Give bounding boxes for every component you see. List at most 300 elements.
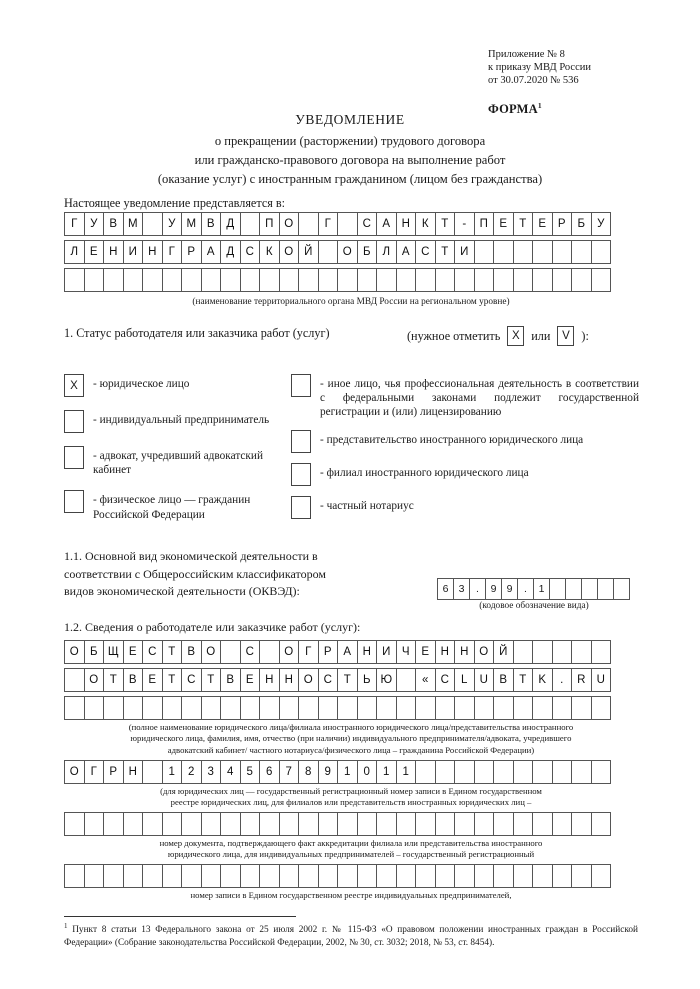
grid-cell[interactable] (64, 696, 85, 720)
grid-cell[interactable]: Д (220, 240, 241, 264)
grid-cell[interactable]: Т (103, 668, 124, 692)
grid-cell[interactable]: 1 (162, 760, 183, 784)
grid-cell[interactable] (201, 268, 222, 292)
grid-cell[interactable]: Б (357, 240, 378, 264)
grid-cell[interactable]: Г (84, 760, 105, 784)
grid-cell[interactable]: Е (415, 640, 436, 664)
grid-cell[interactable]: О (279, 640, 300, 664)
grid-cell[interactable]: Е (123, 640, 144, 664)
grid-cell[interactable] (240, 696, 261, 720)
grid-cell[interactable] (474, 240, 495, 264)
grid-cell[interactable]: С (181, 668, 202, 692)
grid-cell[interactable] (474, 812, 495, 836)
grid-cell[interactable] (142, 212, 163, 236)
grid-cell[interactable] (435, 696, 456, 720)
grid-cell[interactable] (259, 268, 280, 292)
grid-cell[interactable] (513, 760, 534, 784)
grid-cell[interactable] (181, 812, 202, 836)
grid-cell[interactable] (318, 864, 339, 888)
grid-cell[interactable]: Б (571, 212, 592, 236)
grid-cell[interactable] (357, 696, 378, 720)
grid-cell[interactable]: 1 (533, 578, 550, 600)
grid-cell[interactable]: У (162, 212, 183, 236)
grid-cell[interactable]: Т (162, 668, 183, 692)
grid-cell[interactable] (591, 640, 612, 664)
grid-cell[interactable] (84, 268, 105, 292)
status-option-label: - представительство иностранного юридического лица (320, 433, 584, 446)
grid-cell[interactable] (532, 240, 553, 264)
grid-cell[interactable] (142, 268, 163, 292)
footnote-body: Пункт 8 статьи 13 Федерального закона от 25 июля 2002 г. № 115-ФЗ «О правовом положении иностранных граждан в Российской Федерации» (Собрание законодательства Российской Федерации, 2002, № 30, ст. 3032; 2018, № 53, ст. 8454). (64, 925, 638, 948)
grid-cell[interactable] (142, 696, 163, 720)
grid-cell[interactable]: О (337, 240, 358, 264)
grid-cell[interactable] (591, 268, 612, 292)
grid-cell[interactable]: R (571, 668, 592, 692)
grid-cell[interactable] (376, 812, 397, 836)
grid-cell[interactable]: Н (123, 760, 144, 784)
grid-cell[interactable]: 4 (220, 760, 241, 784)
grid-cell[interactable] (103, 268, 124, 292)
grid-cell[interactable] (571, 696, 592, 720)
grid-cell[interactable]: Ч (396, 640, 417, 664)
grid-cell[interactable] (279, 812, 300, 836)
grid-cell[interactable] (591, 240, 612, 264)
grid-cell[interactable] (532, 268, 553, 292)
grid-cell[interactable] (220, 640, 241, 664)
grid-cell[interactable]: С (318, 668, 339, 692)
grid-cell[interactable] (123, 864, 144, 888)
grid-cell[interactable]: 7 (279, 760, 300, 784)
grid-cell[interactable] (318, 268, 339, 292)
status-option[interactable] (64, 374, 286, 397)
grid-cell[interactable]: 9 (501, 578, 518, 600)
employer-name-row-3[interactable] (64, 696, 610, 720)
grid-cell[interactable] (279, 696, 300, 720)
grid-cell[interactable] (532, 640, 553, 664)
grid-cell[interactable] (162, 268, 183, 292)
grid-cell[interactable] (220, 812, 241, 836)
grid-cell[interactable]: Н (454, 640, 475, 664)
grid-cell[interactable] (201, 696, 222, 720)
grid-cell[interactable] (454, 696, 475, 720)
grid-cell[interactable]: Б (84, 640, 105, 664)
grid-cell[interactable] (581, 578, 598, 600)
grid-cell[interactable]: Е (142, 668, 163, 692)
grid-cell[interactable] (513, 240, 534, 264)
grid-cell[interactable]: П (259, 212, 280, 236)
grid-cell[interactable] (474, 760, 495, 784)
grid-cell[interactable] (318, 240, 339, 264)
grid-cell[interactable]: У (84, 212, 105, 236)
grid-cell[interactable] (259, 864, 280, 888)
grid-cell[interactable]: К (415, 212, 436, 236)
grid-cell[interactable]: О (279, 212, 300, 236)
grid-cell[interactable] (493, 696, 514, 720)
grid-cell[interactable]: А (337, 640, 358, 664)
grid-cell[interactable] (259, 696, 280, 720)
grid-cell[interactable] (435, 812, 456, 836)
egrip-number-row[interactable] (64, 864, 610, 888)
grid-cell[interactable] (123, 696, 144, 720)
grid-cell[interactable]: 3 (453, 578, 470, 600)
organ-name-row-2[interactable] (64, 240, 610, 264)
status-option[interactable] (291, 374, 639, 420)
status-option-label: - индивидуальный предприниматель (93, 414, 270, 426)
grid-cell[interactable]: Е (240, 668, 261, 692)
grid-cell[interactable] (181, 696, 202, 720)
checkbox[interactable] (64, 446, 84, 469)
grid-cell[interactable]: Д (220, 212, 241, 236)
grid-cell[interactable] (513, 812, 534, 836)
grid-cell[interactable] (396, 812, 417, 836)
grid-cell[interactable] (415, 864, 436, 888)
grid-cell[interactable]: Р (318, 640, 339, 664)
grid-cell[interactable] (298, 812, 319, 836)
grid-cell[interactable] (298, 212, 319, 236)
grid-cell[interactable] (201, 864, 222, 888)
grid-cell[interactable]: К (259, 240, 280, 264)
grid-cell[interactable]: T (513, 668, 534, 692)
grid-cell[interactable]: Т (337, 668, 358, 692)
grid-cell[interactable]: Т (201, 668, 222, 692)
employer-name-row-2[interactable] (64, 668, 610, 692)
grid-cell[interactable] (337, 864, 358, 888)
status-option[interactable] (64, 446, 286, 477)
employer-name-row-1[interactable] (64, 640, 610, 664)
grid-cell[interactable]: А (201, 240, 222, 264)
grid-cell[interactable]: « (415, 668, 436, 692)
grid-cell[interactable] (552, 760, 573, 784)
ogrn-input-row[interactable] (64, 760, 610, 784)
grid-cell[interactable] (142, 812, 163, 836)
grid-cell[interactable]: . (469, 578, 486, 600)
grid-cell[interactable]: 0 (357, 760, 378, 784)
grid-cell[interactable] (240, 268, 261, 292)
grid-cell[interactable]: Т (435, 240, 456, 264)
grid-cell[interactable] (493, 760, 514, 784)
grid-cell[interactable]: Й (298, 240, 319, 264)
grid-cell[interactable] (279, 268, 300, 292)
grid-cell[interactable]: В (181, 640, 202, 664)
grid-cell[interactable]: Е (84, 240, 105, 264)
grid-cell[interactable] (532, 760, 553, 784)
grid-cell[interactable] (552, 268, 573, 292)
grid-cell[interactable]: О (279, 240, 300, 264)
grid-cell[interactable] (493, 240, 514, 264)
grid-cell[interactable]: Н (103, 240, 124, 264)
grid-cell[interactable]: Е (493, 212, 514, 236)
grid-cell[interactable] (396, 696, 417, 720)
grid-cell[interactable] (357, 864, 378, 888)
grid-cell[interactable]: О (298, 668, 319, 692)
checkbox[interactable]: X (64, 374, 84, 397)
grid-cell[interactable]: 1 (337, 760, 358, 784)
grid-cell[interactable]: Л (64, 240, 85, 264)
grid-cell[interactable]: И (454, 240, 475, 264)
grid-cell[interactable] (571, 812, 592, 836)
grid-cell[interactable]: С (357, 212, 378, 236)
grid-cell[interactable] (591, 696, 612, 720)
grid-cell[interactable]: Г (64, 212, 85, 236)
grid-cell[interactable]: U (474, 668, 495, 692)
grid-cell[interactable] (220, 864, 241, 888)
grid-cell[interactable] (142, 760, 163, 784)
status-option[interactable] (291, 463, 639, 486)
grid-cell[interactable] (162, 696, 183, 720)
grid-cell[interactable] (513, 640, 534, 664)
grid-cell[interactable] (298, 864, 319, 888)
grid-cell[interactable]: K (532, 668, 553, 692)
grid-cell[interactable] (435, 760, 456, 784)
grid-cell[interactable] (84, 812, 105, 836)
grid-cell[interactable] (415, 696, 436, 720)
grid-cell[interactable] (454, 864, 475, 888)
grid-cell[interactable]: B (493, 668, 514, 692)
checkbox[interactable] (64, 490, 84, 513)
grid-cell[interactable] (613, 578, 630, 600)
status-option[interactable] (291, 496, 639, 519)
grid-cell[interactable] (259, 812, 280, 836)
grid-cell[interactable] (103, 812, 124, 836)
grid-cell[interactable] (298, 696, 319, 720)
grid-cell[interactable]: Н (259, 668, 280, 692)
grid-cell[interactable]: И (123, 240, 144, 264)
grid-cell[interactable] (103, 696, 124, 720)
grid-cell[interactable]: М (123, 212, 144, 236)
grid-cell[interactable]: Е (532, 212, 553, 236)
grid-cell[interactable]: Ь (357, 668, 378, 692)
grid-cell[interactable]: В (201, 212, 222, 236)
grid-cell[interactable]: Р (103, 760, 124, 784)
grid-cell[interactable]: 1 (376, 760, 397, 784)
checkbox[interactable] (291, 430, 311, 453)
grid-cell[interactable] (415, 268, 436, 292)
grid-cell[interactable]: В (220, 668, 241, 692)
grid-cell[interactable] (513, 268, 534, 292)
grid-cell[interactable] (532, 812, 553, 836)
grid-cell[interactable] (64, 668, 85, 692)
grid-cell[interactable] (454, 760, 475, 784)
grid-cell[interactable] (64, 864, 85, 888)
grid-cell[interactable]: О (64, 760, 85, 784)
grid-cell[interactable]: У (591, 212, 612, 236)
grid-cell[interactable]: C (435, 668, 456, 692)
organ-name-row-3[interactable] (64, 268, 610, 292)
grid-cell[interactable]: 6 (259, 760, 280, 784)
grid-cell[interactable]: Р (181, 240, 202, 264)
grid-cell[interactable]: Р (552, 212, 573, 236)
grid-cell[interactable] (552, 812, 573, 836)
grid-cell[interactable]: 5 (240, 760, 261, 784)
grid-cell[interactable] (435, 864, 456, 888)
grid-cell[interactable] (552, 696, 573, 720)
grid-cell[interactable]: - (454, 212, 475, 236)
grid-cell[interactable] (591, 864, 612, 888)
grid-cell[interactable]: Н (357, 640, 378, 664)
status-option[interactable] (64, 490, 286, 521)
employer-name-caption-line-1: (полное наименование юридического лица/филиала иностранного юридического лица/представительства иностранного (128, 722, 574, 732)
grid-cell[interactable] (357, 268, 378, 292)
grid-cell[interactable] (571, 760, 592, 784)
grid-cell[interactable]: Й (493, 640, 514, 664)
grid-cell[interactable] (474, 268, 495, 292)
grid-cell[interactable] (181, 268, 202, 292)
grid-cell[interactable] (493, 268, 514, 292)
grid-cell[interactable] (552, 240, 573, 264)
grid-cell[interactable]: . (552, 668, 573, 692)
grid-cell[interactable] (549, 578, 566, 600)
grid-cell[interactable] (162, 864, 183, 888)
grid-cell[interactable]: Г (318, 212, 339, 236)
grid-cell[interactable] (64, 268, 85, 292)
status-option[interactable] (64, 410, 286, 433)
grid-cell[interactable] (513, 696, 534, 720)
grid-cell[interactable]: В (103, 212, 124, 236)
organ-name-row-1[interactable] (64, 212, 610, 236)
grid-cell[interactable]: 6 (437, 578, 454, 600)
grid-cell[interactable] (240, 864, 261, 888)
checkbox[interactable] (291, 496, 311, 519)
grid-cell[interactable] (123, 812, 144, 836)
grid-cell[interactable]: Н (142, 240, 163, 264)
document-title: УВЕДОМЛЕНИЕ (295, 112, 405, 127)
grid-cell[interactable]: Т (435, 212, 456, 236)
grid-cell[interactable] (396, 268, 417, 292)
grid-cell[interactable]: 9 (318, 760, 339, 784)
checkbox[interactable] (64, 410, 84, 433)
okved-code-input[interactable] (437, 578, 629, 600)
grid-cell[interactable]: С (415, 240, 436, 264)
status-option[interactable] (291, 430, 639, 453)
grid-cell[interactable] (337, 812, 358, 836)
grid-cell[interactable]: В (123, 668, 144, 692)
grid-cell[interactable]: . (517, 578, 534, 600)
grid-cell[interactable] (565, 578, 582, 600)
grid-cell[interactable] (435, 268, 456, 292)
grid-cell[interactable] (240, 212, 261, 236)
grid-cell[interactable]: А (396, 240, 417, 264)
grid-cell[interactable] (571, 268, 592, 292)
grid-cell[interactable] (84, 864, 105, 888)
grid-cell[interactable] (162, 812, 183, 836)
grid-cell[interactable] (337, 696, 358, 720)
grid-cell[interactable] (298, 268, 319, 292)
grid-cell[interactable]: А (376, 212, 397, 236)
grid-cell[interactable] (337, 212, 358, 236)
grid-cell[interactable] (357, 812, 378, 836)
grid-cell[interactable] (474, 696, 495, 720)
grid-cell[interactable]: Т (162, 640, 183, 664)
grid-cell[interactable] (220, 268, 241, 292)
grid-cell[interactable] (591, 760, 612, 784)
grid-cell[interactable]: 2 (181, 760, 202, 784)
grid-cell[interactable]: О (474, 640, 495, 664)
grid-cell[interactable]: Н (279, 668, 300, 692)
grid-cell[interactable] (64, 812, 85, 836)
grid-cell[interactable]: С (240, 240, 261, 264)
grid-cell[interactable] (474, 864, 495, 888)
grid-cell[interactable] (142, 864, 163, 888)
grid-cell[interactable] (532, 864, 553, 888)
grid-cell[interactable] (376, 696, 397, 720)
accreditation-caption-line-1: номер документа, подтверждающего факт аккредитации филиала или представительства иностранного (159, 838, 543, 848)
grid-cell[interactable]: Г (298, 640, 319, 664)
grid-cell[interactable]: 8 (298, 760, 319, 784)
grid-cell[interactable] (571, 864, 592, 888)
grid-cell[interactable] (376, 268, 397, 292)
grid-cell[interactable] (220, 696, 241, 720)
ogrn-caption (64, 786, 638, 809)
grid-cell[interactable] (415, 760, 436, 784)
grid-cell[interactable] (318, 812, 339, 836)
grid-cell[interactable] (181, 864, 202, 888)
status-option-label: - адвокат, учредивший адвокатский кабинет (93, 450, 263, 477)
grid-cell[interactable]: О (84, 668, 105, 692)
subtitle-line-2: или гражданско-правового договора на выполнение работ (194, 153, 506, 167)
grid-cell[interactable] (493, 864, 514, 888)
grid-cell[interactable]: Н (435, 640, 456, 664)
grid-cell[interactable] (597, 578, 614, 600)
grid-cell[interactable]: И (376, 640, 397, 664)
grid-cell[interactable] (376, 864, 397, 888)
grid-cell[interactable]: Г (162, 240, 183, 264)
grid-cell[interactable]: Щ (103, 640, 124, 664)
grid-cell[interactable] (279, 864, 300, 888)
grid-cell[interactable] (454, 812, 475, 836)
grid-cell[interactable]: 9 (485, 578, 502, 600)
grid-cell[interactable]: 3 (201, 760, 222, 784)
grid-cell[interactable] (552, 864, 573, 888)
grid-cell[interactable]: О (64, 640, 85, 664)
grid-cell[interactable] (318, 696, 339, 720)
grid-cell[interactable] (396, 668, 417, 692)
grid-cell[interactable] (591, 812, 612, 836)
grid-cell[interactable]: М (181, 212, 202, 236)
grid-cell[interactable]: Ю (376, 668, 397, 692)
grid-cell[interactable] (123, 268, 144, 292)
checkbox[interactable] (291, 374, 311, 397)
grid-cell[interactable] (552, 640, 573, 664)
grid-cell[interactable]: U (591, 668, 612, 692)
grid-cell[interactable] (493, 812, 514, 836)
grid-cell[interactable]: Т (513, 212, 534, 236)
grid-cell[interactable]: L (454, 668, 475, 692)
grid-cell[interactable] (571, 240, 592, 264)
grid-cell[interactable]: С (142, 640, 163, 664)
grid-cell[interactable] (259, 640, 280, 664)
form-word-text: ФОРМА (488, 101, 538, 116)
accreditation-number-row[interactable] (64, 812, 610, 836)
grid-cell[interactable]: С (240, 640, 261, 664)
grid-cell[interactable] (103, 864, 124, 888)
grid-cell[interactable] (571, 640, 592, 664)
grid-cell[interactable] (240, 812, 261, 836)
grid-cell[interactable]: Н (396, 212, 417, 236)
grid-cell[interactable]: О (201, 640, 222, 664)
grid-cell[interactable] (84, 696, 105, 720)
grid-cell[interactable] (201, 812, 222, 836)
grid-cell[interactable] (532, 696, 553, 720)
grid-cell[interactable] (396, 864, 417, 888)
grid-cell[interactable]: Л (376, 240, 397, 264)
grid-cell[interactable]: 1 (396, 760, 417, 784)
grid-cell[interactable] (337, 268, 358, 292)
grid-cell[interactable] (454, 268, 475, 292)
grid-cell[interactable]: П (474, 212, 495, 236)
grid-cell[interactable] (513, 864, 534, 888)
grid-cell[interactable] (415, 812, 436, 836)
checkbox[interactable] (291, 463, 311, 486)
